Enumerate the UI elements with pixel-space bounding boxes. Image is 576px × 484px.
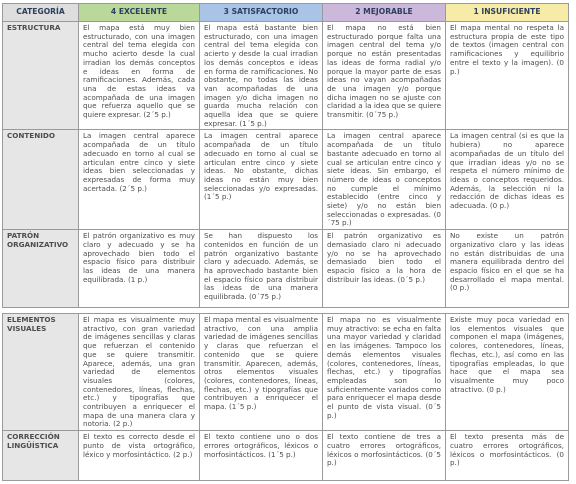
criterion-label: CORRECCIÓN LINGÜÍSTICA [3, 431, 79, 481]
cell-mejorable: La imagen central aparece acompañada de un título bastante adecuado en torno al cual se articulan entre cinco y siete ideas. Sin embargo, el número de ideas o conceptos no cumple el mínimo establecido (entre cinco y siete) y/o no están bien seleccionadas o expresadas. (0´75 p.) [323, 130, 446, 230]
cell-excelente: El mapa es visualmente muy atractivo, con gran variedad de imágenes sencillas y claras que refuerzan el contenido que se quiere transmitir. Aparece, además, una gran variedad de elementos visuales (colores, contenedores, líneas, flechas, etc.) y tipografías que contribuyen a enriquecer el mapa de una manera clara y notoria. (2 p.) [79, 314, 200, 431]
header-excelente: 4 EXCELENTE [79, 4, 200, 22]
criterion-label: ESTRUCTURA [3, 22, 79, 130]
cell-satisfactorio: La imagen central aparece acompañada de un título adecuado en torno al cual se articulan entre cinco y siete ideas. No obstante, dichas ideas no están muy bien seleccionadas y/o expresadas. (1´5 p.) [200, 130, 323, 230]
cell-satisfactorio: El texto contiene uno o dos errores ortográficos, léxicos o morfosintácticos. (1´5 p.) [200, 431, 323, 481]
cell-insuficiente: No existe un patrón organizativo claro y las ideas no están distribuidas de una manera equilibrada dentro del espacio físico en el que se ha desarrollado el mapa mental. (0 p.) [446, 230, 569, 308]
table-row [3, 130, 569, 230]
cell-mejorable: El mapa no está bien estructurado porque falta una imagen central del tema y/o porque no están presentadas las ideas de forma radial y/o porque la mayor parte de esas ideas no vayan acompañadas de una imagen y/o porque dicha imagen no se ajuste con claridad a la idea que se quiere transmitir. (0´75 p.) [323, 22, 446, 130]
cell-insuficiente: El mapa mental no respeta la estructura propia de este tipo de textos (imagen central con ramificaciones y equilibrio entre el texto y la imagen). (0 p.) [446, 22, 569, 130]
cell-satisfactorio: El mapa mental es visualmente atractivo, con una amplia variedad de imágenes sencillas y claras que refuerzan el contenido que se quiere transmitir. Aparecen, además, otros elementos visuales (colores, contenedores, líneas, flechas, etc.) y tipografías que contribuyen a enriquecer el mapa. (1´5 p.) [200, 314, 323, 431]
cell-insuficiente: La imagen central (si es que la hubiera) no aparece acompañadas de un título del que irradian ideas y/o no se respeta el número mínimo de ideas o conceptos requeridos. Además, la selección ni la redacción de dichas ideas es adecuada. (0 p.) [446, 130, 569, 230]
cell-satisfactorio: Se han dispuesto los contenidos en función de un patrón organizativo bastante claro y adecuado. Además, se ha aprovechado bastante bien el espacio físico para distribuir las ideas de una manera equilibrada. (0´75 p.) [200, 230, 323, 308]
header-mejorable: 2 MEJORABLE [323, 4, 446, 22]
header-row [3, 4, 569, 22]
table-row [3, 230, 569, 308]
header-category: CATEGORÍA [3, 4, 79, 22]
cell-insuficiente: El texto presenta más de cuatro errores ortográficos, léxicos o morfosintácticos. (0 p.) [446, 431, 569, 481]
criterion-label: ELEMENTOS VISUALES [3, 314, 79, 431]
criterion-label: CONTENIDO [3, 130, 79, 230]
cell-mejorable: El mapa no es visualmente muy atractivo: se echa en falta una mayor variedad y claridad en las imágenes. Tampoco los demás elementos visuales (colores, contenedores, líneas, flechas, etc.) y tipografías empleadas son lo suficientemente variados como para enriquecer el mapa desde el punto de vista visual. (0´5 p.) [323, 314, 446, 431]
header-insuficiente: 1 INSUFICIENTE [446, 4, 569, 22]
cell-insuficiente: Existe muy poca variedad en los elementos visuales que componen el mapa (imágenes, colores, contenedores, líneas, flechas, etc.), así como en las tipografías empleadas, lo que hace que el mapa sea visualmente muy poco atractivo. (0 p.) [446, 314, 569, 431]
cell-mejorable: El patrón organizativo es demasiado claro ni adecuado y/o no se ha aprovechado demasiado bien todo el espacio físico a la hora de distribuir las ideas. (0´5 p.) [323, 230, 446, 308]
table-row [3, 314, 569, 431]
cell-excelente: La imagen central aparece acompañada de un título adecuado en torno al cual se articulan entre cinco y siete ideas bien seleccionadas y expresadas de forma muy acertada. (2´5 p.) [79, 130, 200, 230]
rubric-table-top [2, 3, 569, 308]
criterion-label: PATRÓN ORGANIZATIVO [3, 230, 79, 308]
table-row [3, 431, 569, 481]
cell-satisfactorio: El mapa está bastante bien estructurado, con una imagen central del tema elegida con acierto y desde la cual irradian los demás conceptos e ideas en forma de ramificaciones. No obstante, no todas las ideas van acompañadas de una imagen y/o dicha imagen no guarda mucha relación con aquella idea que se quiere expresar. (1´5 p.) [200, 22, 323, 130]
table-row [3, 22, 569, 130]
cell-excelente: El texto es correcto desde el punto de vista ortográfico, léxico y morfosintáctico. (2 p.) [79, 431, 200, 481]
cell-excelente: El mapa está muy bien estructurado, con una imagen central del tema elegida con mucho acierto desde la cual irradian los demás conceptos e ideas en forma de ramificaciones. Además, cada una de estas ideas va acompañada de una imagen que refuerza aquello que se quiere expresar. (2´5 p.) [79, 22, 200, 130]
header-satisfactorio: 3 SATISFACTORIO [200, 4, 323, 22]
cell-mejorable: El texto contiene de tres a cuatro errores ortográficos, léxicos o morfosintácticos. (0´5 p.) [323, 431, 446, 481]
rubric-table-bottom [2, 313, 569, 481]
cell-excelente: El patrón organizativo es muy claro y adecuado y se ha aprovechado bien todo el espacio físico para distribuir las ideas de una manera equilibrada. (1 p.) [79, 230, 200, 308]
